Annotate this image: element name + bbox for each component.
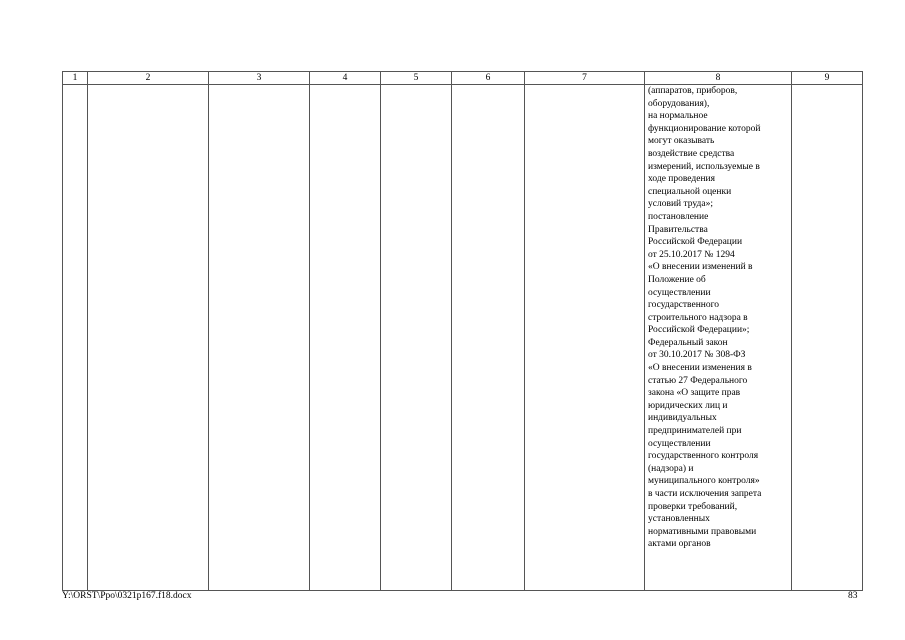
cell-col-6 [452, 85, 525, 591]
cell-col-5 [381, 85, 452, 591]
text-line: Положение об [648, 274, 706, 285]
column-header-1: 1 [63, 72, 88, 85]
text-line: индивидуальных [648, 413, 717, 424]
text-line: строительного надзора в [648, 312, 748, 323]
cell-col-9 [792, 85, 863, 591]
text-line: Правительства [648, 224, 708, 235]
text-line: «О внесении изменения в [648, 363, 752, 374]
text-line: государственного контроля [648, 451, 759, 462]
text-line: в части исключения запрета [648, 489, 762, 499]
cell-col-8-text [648, 85, 788, 551]
column-header-3: 3 [209, 72, 310, 85]
footer-file-path: Y:\ORST\Ppo\0321p167.f18.docx [62, 591, 192, 601]
text-line: статью 27 Федерального [648, 375, 748, 386]
text-line: от 30.10.2017 № 308-ФЗ [648, 350, 746, 361]
text-line: могут оказывать [648, 136, 715, 147]
column-header-5: 5 [381, 72, 452, 85]
cell-col-7 [525, 85, 645, 591]
text-line: предпринимателей при [648, 426, 742, 437]
column-header-2: 2 [88, 72, 209, 85]
document-table [62, 71, 863, 591]
text-line: Федеральный закон [648, 337, 728, 348]
text-line: актами органов [648, 539, 711, 550]
text-line: муниципального контроля» [648, 476, 760, 487]
text-line: установленных [648, 514, 710, 525]
text-line: Российской Федерации»; [648, 325, 750, 336]
text-line: Российской Федерации [648, 237, 743, 248]
text-line: государственного [648, 300, 720, 311]
column-header-7: 7 [525, 72, 645, 85]
column-header-6: 6 [452, 72, 525, 85]
text-line: специальной оценки [648, 186, 732, 197]
header-row [63, 72, 863, 85]
text-line: постановление [648, 211, 709, 222]
text-line: на нормальное [648, 111, 708, 122]
text-line: юридических лиц и [648, 400, 728, 411]
column-header-8: 8 [645, 72, 792, 85]
cell-col-1 [63, 85, 88, 591]
cell-col-4 [310, 85, 381, 591]
text-line: «О внесении изменений в [648, 262, 753, 273]
cell-col-8 [645, 85, 792, 591]
column-header-9: 9 [792, 72, 863, 85]
text-line: ходе проведения [648, 174, 715, 185]
text-line: (надзора) и [648, 463, 694, 474]
text-line: осуществлении [648, 287, 711, 298]
text-line: нормативными правовыми [648, 526, 757, 537]
text-line: оборудования), [648, 98, 710, 109]
cell-col-3 [209, 85, 310, 591]
text-line: воздействие средства [648, 148, 735, 159]
page-number: 83 [848, 591, 858, 601]
cell-col-2 [88, 85, 209, 591]
table-row [63, 85, 863, 591]
column-header-4: 4 [310, 72, 381, 85]
text-line: осуществлении [648, 438, 711, 449]
text-line: проверки требований, [648, 501, 738, 512]
text-line: функционирование которой [648, 123, 761, 134]
text-line: (аппаратов, приборов, [648, 86, 738, 96]
text-line: от 25.10.2017 № 1294 [648, 249, 735, 260]
text-line: условий труда»; [648, 199, 713, 210]
text-line: измерений, используемые в [648, 161, 760, 172]
text-line: закона «О защите прав [648, 388, 741, 399]
